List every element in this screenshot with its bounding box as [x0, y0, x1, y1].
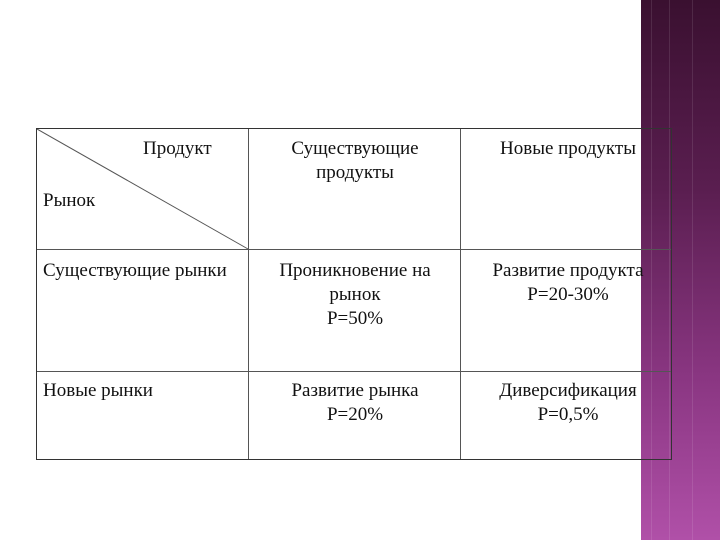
side-band-stripe [692, 0, 693, 540]
ansoff-matrix-table [36, 128, 672, 460]
grid-vertical-line-2 [460, 129, 461, 459]
cell-product-development [467, 259, 669, 307]
row-header-existing-markets: Существующие рынки [43, 260, 227, 281]
cell-strategy-name: Развитие рынка [291, 380, 419, 401]
cell-market-development [255, 379, 455, 427]
cell-probability: P=20-30% [527, 284, 609, 305]
grid-horizontal-line-2 [37, 371, 671, 372]
cell-strategy-name: Диверсификация [499, 380, 637, 401]
column-header-existing-products: Существующие продукты [291, 138, 419, 183]
cell-probability: P=50% [326, 308, 384, 329]
cell-strategy-name: Развитие продукта [492, 260, 644, 281]
cell-probability: P=0,5% [537, 404, 599, 425]
corner-label-market: Рынок [43, 190, 96, 211]
cell-diversification [467, 379, 669, 427]
row-header-new-markets: Новые рынки [43, 380, 153, 401]
column-header-new-products: Новые продукты [500, 138, 636, 159]
cell-probability: P=20% [326, 404, 384, 425]
corner-label-product: Продукт [143, 138, 212, 159]
cell-market-penetration [255, 259, 455, 331]
cell-strategy-name: Проникновение на рынок [279, 260, 431, 305]
